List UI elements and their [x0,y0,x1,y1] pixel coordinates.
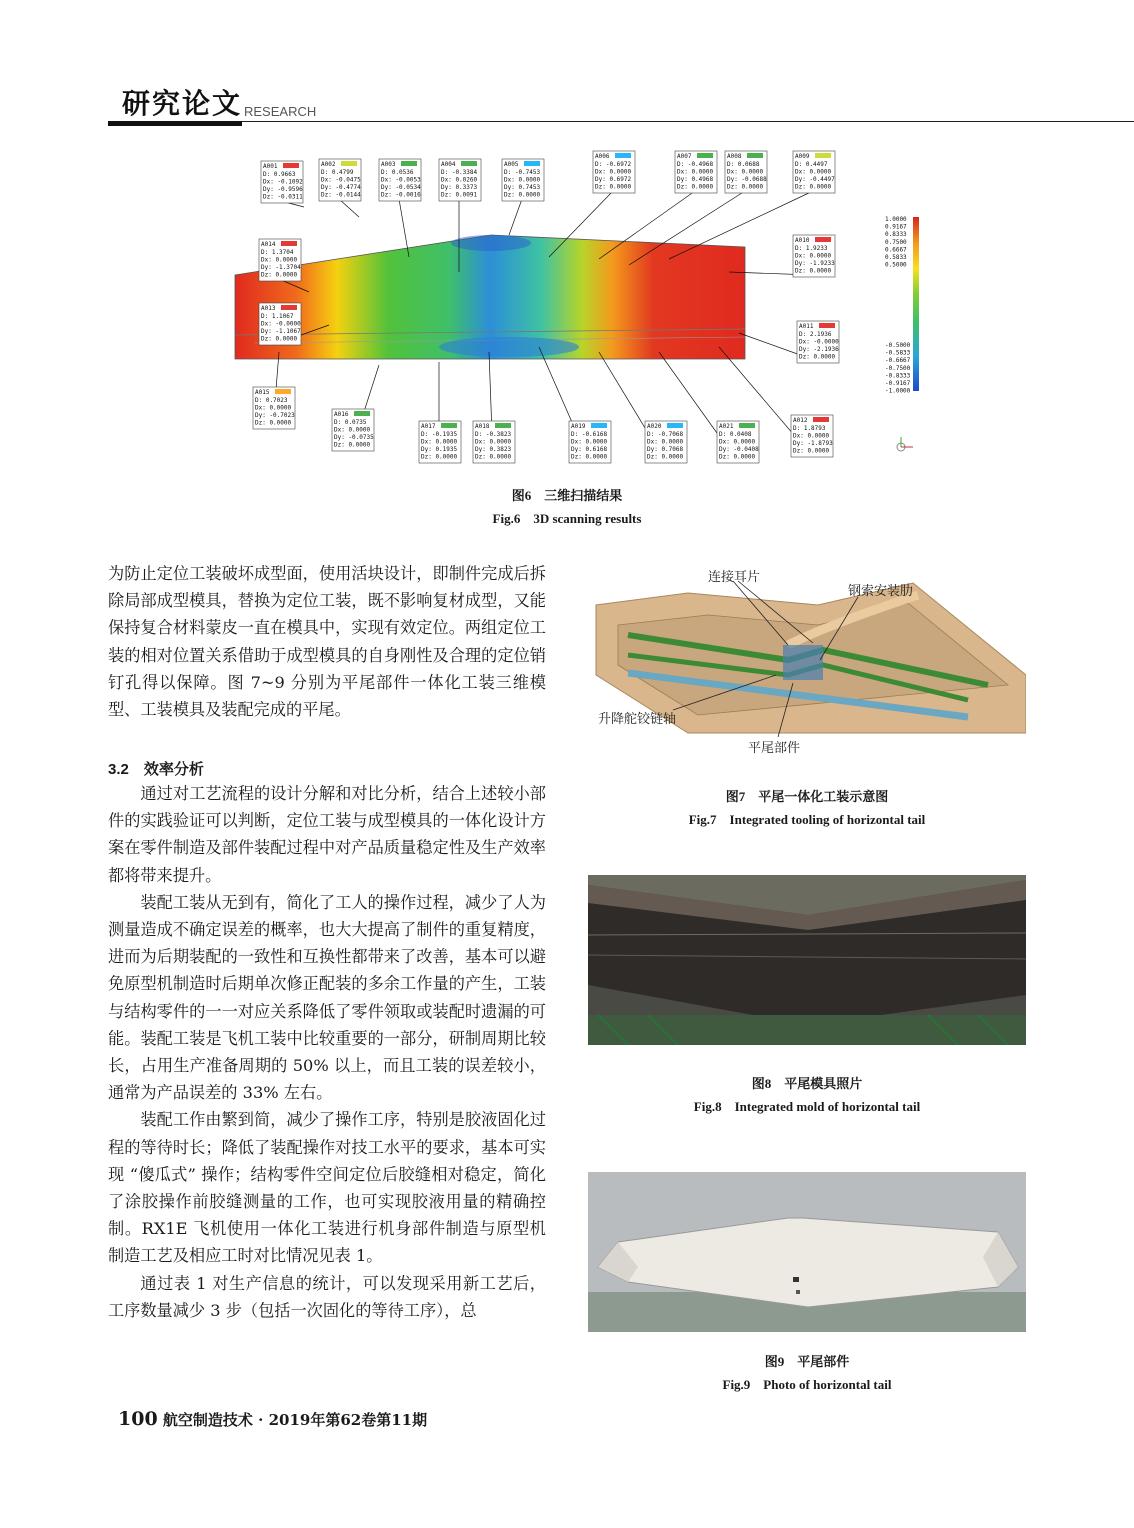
annotation-id: A014 [261,241,276,248]
annotation-value: Dy: 0.4968 [677,176,714,183]
page-footer [118,1408,427,1430]
section-heading-3-2: 3.2 效率分析 [108,761,204,778]
annotation-id: A019 [571,423,586,430]
annotation-value: Dy: -0.4497 [795,176,835,183]
annotation-id: A013 [261,305,276,312]
annotation-A015 [253,352,295,429]
annotation-value: Dz: 0.0000 [475,453,512,461]
annotation-value: D: 0.4799 [321,169,354,176]
annotation-value: Dx: 0.0000 [595,168,632,176]
paragraph-3: 装配工装从无到有，简化了工人的操作过程，减少了人为测量造成不确定误差的概率，也大大提高了制件的重复精度，进而为后期装配的一致性和互换性都带来了改善，基本可以避免原型机制造时后期单次修正配装的多余工作量的产生，工装与结构零件的一一对应关系降低了零件领取或装配时遗漏的可能。装配工装是飞机工装中比较重要的一部分，研制周期比较长，占用生产准备周期的 50% 以上，而且工装的误差较小，通常为产品误差的 33% 左右。 [108,892,546,1103]
paragraph-2: 通过对工艺流程的设计分解和对比分析，结合上述较小部件的实践验证可以判断，定位工装与成型模具的一体化设计方案在零件制造及部件装配过程中对产品质量稳定性及生产效率都将带来提升。 [108,784,546,885]
annotation-id: A009 [795,153,810,160]
annotation-value: Dy: 0.6168 [571,446,608,453]
figure-9-caption-cn: 图9 平尾部件 [764,1354,850,1369]
legend-tick: 0.6667 [885,246,907,254]
figure-8-mold-photo [588,875,1026,1045]
figure-6-caption-en: Fig.6 3D scanning results [492,511,642,526]
annotation-value: Dx: 0.0000 [719,438,756,446]
annotation-value: Dz: 0.0000 [795,267,832,275]
annotation-value: Dz: -0.0144 [321,191,361,199]
annotation-value: Dy: 0.7453 [504,184,541,191]
annotation-value: Dy: 0.1935 [421,446,458,453]
annotation-value: D: -0.6972 [595,161,632,168]
annotation-value: D: -0.3384 [441,169,478,176]
annotation-value: Dx: 0.0000 [334,426,371,434]
annotation-value: Dz: 0.0000 [595,183,632,191]
figure-6-scan [209,147,925,467]
annotation-id: A007 [677,153,692,160]
annotation-value: Dx: 0.0000 [475,438,512,446]
annotation-A003 [379,159,421,257]
paragraph-group [108,780,546,1324]
annotation-value: Dx: 0.0000 [504,176,541,184]
annotation-value: D: -0.7453 [504,169,541,176]
annotation-id: A011 [799,323,814,330]
annotation-A017 [419,362,461,463]
annotation-A005 [502,159,544,235]
legend-tick: 1.0000 [885,216,907,223]
annotation-value: D: 1.1067 [261,313,294,320]
legend-tick: -0.7500 [885,364,911,372]
annotation-id: A021 [719,423,734,430]
annotation-value: Dz: 0.0091 [441,191,478,199]
journal-info: 航空制造技术 · 2019年第62卷第11期 [162,1411,428,1429]
annotation-id: A008 [727,153,742,160]
annotation-value: Dz: 0.0000 [261,271,298,279]
legend-tick: 0.5833 [885,254,907,261]
annotation-value: Dz: -0.0016 [381,191,421,199]
annotation-value: Dz: 0.0000 [795,183,832,191]
annotation-value: Dx: -0.0000 [261,320,301,328]
legend-tick: -1.0000 [885,387,911,395]
annotation-value: Dx: 0.0000 [795,168,832,176]
annotation-value: Dx: 0.0000 [255,404,292,412]
color-legend [913,217,919,391]
legend-tick: -0.8333 [885,372,911,380]
annotation-value: D: 0.7023 [255,397,288,404]
annotation-value: Dx: -0.0475 [321,176,361,184]
annotation-id: A015 [255,389,270,396]
annotation-value: Dy: 0.3823 [475,446,512,453]
annotation-value: Dx: 0.0000 [795,252,832,260]
legend-tick: -0.5833 [885,349,911,357]
annotation-A001 [261,161,304,207]
figure-6-caption-cn: 图6 三维扫描结果 [511,488,623,503]
annotation-value: D: -0.4968 [677,161,714,168]
annotation-value: Dy: -0.0688 [727,176,767,183]
legend-tick: 0.5000 [885,261,907,269]
annotation-value: Dy: 0.3373 [441,184,478,191]
annotation-id: A005 [504,161,519,168]
annotation-value: Dx: 0.0000 [677,168,714,176]
annotation-id: A003 [381,161,396,168]
section-subtitle: RESEARCH [244,104,317,119]
figure-8-caption-cn: 图8 平尾模具照片 [751,1076,863,1091]
annotation-A018 [473,352,515,463]
annotation-value: Dx: 0.0000 [571,438,608,446]
annotation-value: D: 2.1936 [799,331,832,338]
header-rule [242,121,1134,122]
annotation-value: Dz: 0.0000 [571,453,608,461]
annotation-value: Dz: 0.0000 [719,453,756,461]
annotation-value: Dy: -0.0408 [719,446,759,453]
legend-tick: 0.7500 [885,238,907,246]
annotation-value: Dy: -0.0534 [381,184,421,191]
annotation-value: Dy: -1.9233 [795,260,835,267]
annotation-id: A016 [334,411,349,418]
annotation-value: Dx: 0.0000 [421,438,458,446]
annotation-value: Dz: -0.0311 [263,193,303,201]
annotation-value: D: -0.7068 [647,431,684,438]
annotation-value: Dz: 0.0000 [261,335,298,343]
annotation-value: D: 0.0735 [334,419,367,426]
annotation-id: A020 [647,423,662,430]
annotation-value: Dy: -2.1936 [799,346,839,353]
annotation-A020 [599,352,687,463]
annotation-value: Dx: -0.1092 [263,178,303,186]
section-title: 研究论文 [122,87,243,120]
paragraph-5: 通过表 1 对生产信息的统计，可以发现采用新工艺后，工序数量减少 3 步（包括一次固化的等待工序），总 [108,1273,546,1320]
page-number: 100 [118,1408,158,1430]
legend-tick: -0.5000 [885,342,911,349]
annotation-A002 [319,159,361,217]
annotation-value: Dz: 0.0000 [647,453,684,461]
annotation-value: Dx: 0.0000 [261,256,298,264]
annotation-value: Dz: 0.0000 [799,353,836,361]
annotation-value: D: 0.0688 [727,161,760,168]
annotation-A016 [332,365,379,451]
figure-9-caption-en: Fig.9 Photo of horizontal tail [722,1377,892,1392]
annotation-value: Dz: 0.0000 [504,191,541,199]
annotation-value: Dy: -1.8793 [793,440,833,447]
annotation-value: Dy: 0.6972 [595,176,632,183]
annotation-value: Dz: 0.0000 [793,447,830,455]
annotation-id: A002 [321,161,336,168]
label-hinge: 升降舵铰链轴 [598,712,677,727]
label-lug: 连接耳片 [708,570,761,585]
annotation-value: Dy: -1.1067 [261,328,301,335]
annotation-value: Dy: 0.7068 [647,446,684,453]
paragraph-4: 装配工作由繁到简，减少了操作工序，特别是胶液固化过程的等待时长；降低了装配操作对技工水平的要求，基本可实现 “傻瓜式” 操作；结构零件空间定位后胶缝相对稳定，简化了涂胶操作前胶缝测量的工作，也可实现胶液用量的精确控制。RX1E 飞机使用一体化工装进行机身部件制造与原型机制造工艺及相应工时对比情况见表 1。 [108,1110,546,1266]
label-rib: 钢索安装肋 [848,584,914,599]
annotation-value: Dy: -1.3704 [261,264,301,271]
annotation-A011 [739,321,839,363]
legend-tick: -0.9167 [885,380,911,387]
annotation-value: Dx: 0.0260 [441,176,478,184]
annotation-value: Dz: 0.0000 [421,453,458,461]
paragraph-1: 为防止定位工装破坏成型面，使用活块设计，即制件完成后拆除局部成型模具，替换为定位工装，既不影响复材成型，又能保持复合材料蒙皮一直在模具中，实现有效定位。两组定位工装的相对位置关系借助于成型模具的自身刚性及合理的定位销钉孔得以保障。图 7~9 分别为平尾部件一体化工装三维模型、工装模具及装配完成的平尾。 [108,564,546,720]
annotation-value: D: -0.6168 [571,431,608,438]
annotation-id: A004 [441,161,456,168]
annotation-value: D: 0.9663 [263,171,296,178]
figure-7-caption-en: Fig.7 Integrated tooling of horizontal tail [688,812,926,827]
annotation-value: Dy: -0.9596 [263,186,303,193]
annotation-value: Dy: -0.7023 [255,412,295,419]
annotation-value: Dz: 0.0000 [334,441,371,449]
annotation-id: A018 [475,423,490,430]
legend-tick: 0.8333 [885,231,907,239]
annotation-value: Dy: -0.0735 [334,434,374,441]
annotation-value: Dx: -0.0000 [799,338,839,346]
annotation-value: D: 1.9233 [795,245,828,252]
annotation-value: Dx: 0.0000 [647,438,684,446]
annotation-id: A012 [793,417,808,424]
annotation-id: A017 [421,423,436,430]
annotation-A019 [539,347,611,463]
label-part: 平尾部件 [748,741,801,756]
annotation-value: Dx: 0.0000 [793,432,830,440]
annotation-value: D: -0.1935 [421,431,458,438]
legend-tick: -0.6667 [885,357,911,365]
annotation-id: A001 [263,163,278,170]
annotation-id: A006 [595,153,610,160]
figure-7-caption-cn: 图7 平尾一体化工装示意图 [725,789,889,804]
header-rule-thick [108,121,242,126]
annotation-value: Dx: -0.0053 [381,176,421,184]
figure-9-tail-photo [588,1172,1026,1332]
legend-tick: 0.9167 [885,223,907,231]
annotation-value: D: 0.0408 [719,431,752,438]
annotation-value: D: 1.8793 [793,425,826,432]
annotation-value: Dz: 0.0000 [727,183,764,191]
annotation-value: D: 0.4497 [795,161,828,168]
annotation-value: Dx: 0.0000 [727,168,764,176]
annotation-value: Dy: -0.4774 [321,184,361,191]
figure-7-tooling [588,565,1026,760]
annotation-value: Dz: 0.0000 [255,419,292,427]
annotation-value: Dz: 0.0000 [677,183,714,191]
annotation-id: A010 [795,237,810,244]
annotation-value: D: 0.0536 [381,169,414,176]
annotation-value: D: 1.3704 [261,249,294,256]
figure-8-caption-en: Fig.8 Integrated mold of horizontal tail [693,1099,921,1114]
annotation-value: D: -0.3823 [475,431,512,438]
